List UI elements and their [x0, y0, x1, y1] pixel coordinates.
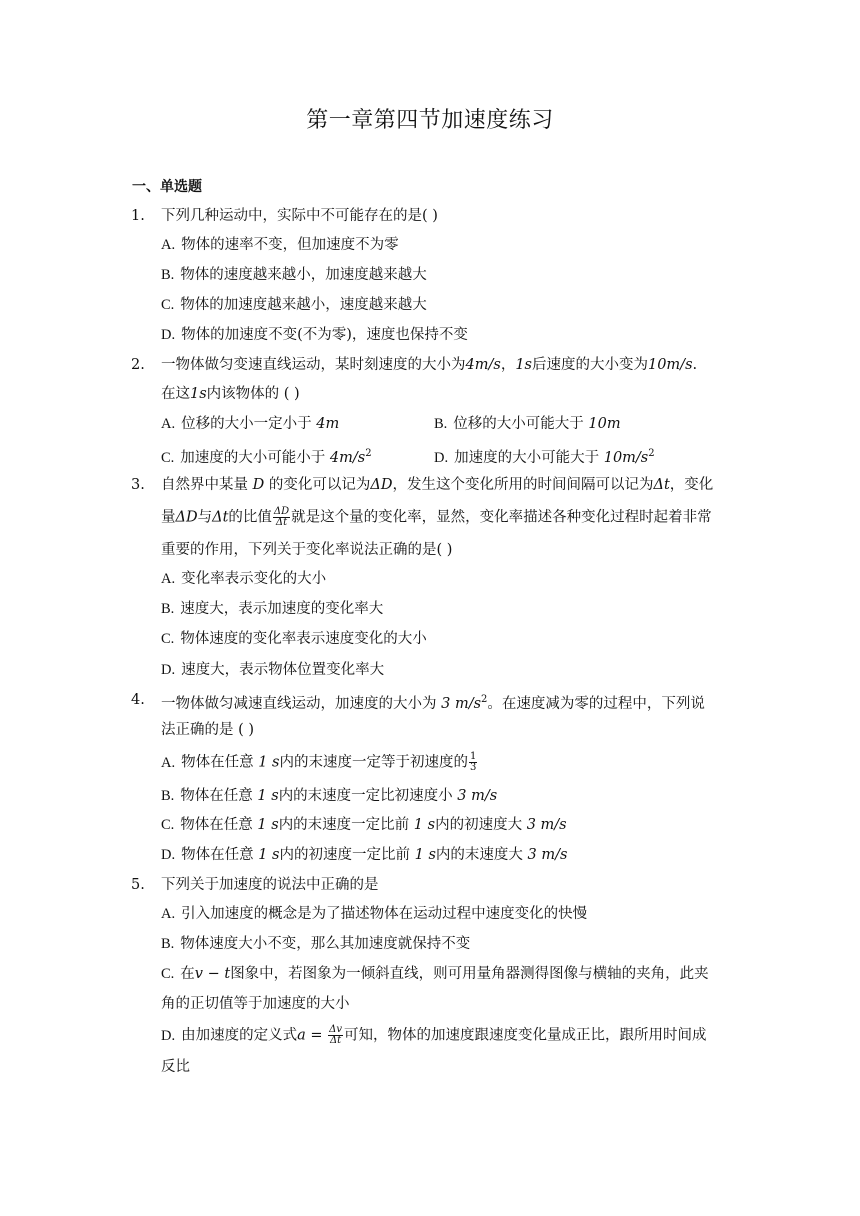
option-label: A. [161, 237, 176, 253]
option-d[interactable] [161, 845, 567, 865]
option-text: 内的初速度大 [435, 817, 523, 833]
option-b[interactable] [161, 934, 470, 954]
option-label: D. [161, 847, 176, 863]
option-text: 内的初速度一定比前 [279, 847, 410, 863]
option-text: 物体的速度越来越小，加速度越来越大 [180, 267, 427, 283]
option-c[interactable] [161, 629, 427, 649]
option-text: 变化率表示变化的大小 [181, 571, 327, 587]
option-label: B. [434, 416, 448, 432]
option-text: 物体在任意 [181, 847, 254, 863]
stem-text: ，发生这个变化所用的时间间隔可以记为 [392, 477, 654, 493]
option-text: 可知，物体的加速度跟速度变化量成正比，跟所用时间成 [344, 1027, 707, 1044]
option-text: 图象中，若图象为一倾斜直线，则可用量角器测得图像与横轴的夹角，此夹 [230, 966, 709, 982]
stem-text: 在这 [161, 386, 190, 402]
option-text: 内的末速度一定比初速度小 [278, 788, 453, 804]
option-label: D. [434, 449, 449, 466]
question-stem [161, 355, 697, 375]
question-stem: 下列关于加速度的说法中正确的是 [161, 877, 379, 893]
option-math: a = [297, 1027, 328, 1044]
option-label: B. [161, 601, 175, 617]
stem-text: 的比值 [228, 509, 272, 526]
option-a[interactable] [161, 414, 339, 434]
option-text: 由加速度的定义式 [181, 1027, 298, 1044]
option-b[interactable] [161, 599, 383, 619]
option-math: 4m/s [329, 449, 366, 466]
option-text: 物体的加速度越来越小，速度越来越大 [180, 297, 427, 313]
fraction [328, 1025, 343, 1046]
option-label: B. [161, 936, 175, 952]
question-stem [161, 475, 713, 495]
math-sup: 2 [481, 694, 488, 705]
option-label: C. [161, 449, 175, 466]
stem-text: 自然界中某量 [161, 477, 248, 493]
option-a[interactable] [161, 752, 478, 773]
option-math: v − t [194, 966, 231, 982]
math-speed: 10m/s [647, 357, 693, 373]
option-c[interactable] [161, 964, 709, 984]
stem-text: 量 [161, 509, 176, 526]
option-b[interactable] [161, 265, 427, 285]
option-text: 速度大，表示物体位置变化率大 [181, 662, 385, 678]
option-math: 4m [316, 416, 340, 432]
question-number: 5. [131, 877, 145, 893]
stem-text: 内该物体的 ( ) [206, 386, 300, 402]
stem-text: ，变化 [669, 477, 714, 493]
fraction-denominator: Δt [275, 517, 288, 528]
option-c[interactable] [161, 815, 567, 835]
math-var: Δt [212, 509, 229, 526]
option-c[interactable] [161, 295, 427, 315]
fraction-numerator: ΔD [273, 506, 290, 517]
option-a[interactable] [161, 569, 326, 589]
fraction-denominator: 3 [470, 762, 477, 773]
option-text: 内的末速度一定比前 [278, 817, 410, 833]
math-accel: 3 m/s [441, 695, 482, 712]
math-time: 1s [515, 357, 532, 373]
option-label: A. [161, 416, 176, 432]
option-text: 物体在任意 [181, 754, 254, 771]
math-time: 1s [190, 386, 207, 402]
option-text: 在 [180, 966, 195, 982]
option-math: 1 s [414, 847, 436, 863]
option-label: B. [161, 267, 175, 283]
fraction-numerator: 1 [470, 751, 477, 762]
option-c[interactable] [161, 444, 372, 468]
option-text: 位移的大小可能大于 [453, 416, 584, 432]
stem-text: ， [500, 357, 516, 373]
stem-text: 后速度的大小变为 [531, 357, 648, 373]
question-number: 3. [131, 477, 145, 493]
question-stem-line2 [161, 507, 712, 528]
math-var: D [252, 477, 265, 493]
option-label: C. [161, 631, 175, 647]
stem-text: 与 [197, 509, 213, 526]
question-stem-line2 [161, 384, 300, 404]
math-var: ΔD [175, 509, 198, 526]
option-text: 加速度的大小可能小于 [180, 449, 326, 466]
fraction-denominator: Δt [329, 1035, 342, 1046]
option-label: C. [161, 297, 175, 313]
option-text: 物体速度的变化率表示速度变化的大小 [180, 631, 427, 647]
option-d[interactable] [161, 660, 384, 680]
option-sup: 2 [365, 448, 372, 459]
option-text: 内的末速度大 [435, 847, 523, 863]
option-text: 位移的大小一定小于 [181, 416, 312, 432]
option-c-line2: 角的正切值等于加速度的大小 [161, 996, 350, 1012]
option-label: D. [161, 327, 176, 343]
option-math: 10m [588, 416, 621, 432]
option-math: 1 s [257, 817, 279, 833]
math-var: Δt [653, 477, 670, 493]
question-number: 2. [131, 357, 145, 373]
option-label: A. [161, 906, 176, 922]
fraction-numerator: Δv [329, 1024, 342, 1035]
option-d[interactable] [161, 1025, 707, 1046]
stem-text: 就是这个量的变化率，显然，变化率描述各种变化过程时起着非常 [291, 509, 712, 526]
option-math: 1 s [257, 788, 279, 804]
option-text: 物体的速率不变，但加速度不为零 [181, 237, 399, 253]
option-b[interactable] [161, 786, 497, 806]
question-stem [161, 690, 705, 714]
option-label: B. [161, 788, 175, 804]
option-b[interactable] [434, 414, 621, 434]
option-math: 10m/s [603, 449, 649, 466]
option-math: 1 s [258, 847, 280, 863]
section-header: 一、单选题 [132, 179, 202, 195]
option-text: 物体速度大小不变，那么其加速度就保持不变 [180, 936, 471, 952]
fraction [469, 752, 477, 773]
option-d-line2: 反比 [161, 1059, 190, 1075]
option-a[interactable] [161, 904, 587, 924]
option-label: C. [161, 817, 175, 833]
question-number: 4. [131, 692, 145, 708]
option-label: A. [161, 571, 176, 587]
question-stem: 下列几种运动中，实际中不可能存在的是( ) [161, 208, 438, 224]
stem-text: 的变化可以记为 [268, 477, 371, 493]
option-label: D. [161, 1027, 176, 1044]
math-speed: 4m/s [465, 357, 501, 373]
stem-text: . [692, 357, 698, 373]
option-text: 物体的加速度不变(不为零)，速度也保持不变 [181, 327, 468, 343]
option-text: 物体在任意 [180, 817, 253, 833]
option-text: 加速度的大小可能大于 [454, 449, 600, 466]
option-text: 物体在任意 [180, 788, 253, 804]
option-label: C. [161, 966, 175, 982]
option-text: 引入加速度的概念是为了描述物体在运动过程中速度变化的快慢 [181, 906, 588, 922]
option-math: 1 s [413, 817, 436, 833]
stem-text: 。在速度减为零的过程中，下列说 [487, 695, 705, 712]
question-stem-line2: 法正确的是 ( ) [161, 722, 255, 738]
option-d[interactable] [434, 444, 655, 468]
question-stem-line3: 重要的作用，下列关于变化率说法正确的是( ) [161, 542, 453, 558]
question-number: 1. [131, 208, 145, 224]
option-label: A. [161, 754, 176, 771]
page-title: 第一章第四节加速度练习 [306, 108, 554, 133]
math-var: ΔD [370, 477, 393, 493]
option-label: D. [161, 662, 176, 678]
option-math: 3 m/s [457, 788, 498, 804]
option-math: 3 m/s [527, 847, 568, 863]
option-a[interactable] [161, 235, 399, 255]
option-math: 3 m/s [526, 817, 567, 833]
stem-text: 一物体做匀减速直线运动，加速度的大小为 [161, 695, 437, 712]
option-d[interactable] [161, 325, 468, 345]
stem-text: 一物体做匀变速直线运动，某时刻速度的大小为 [161, 357, 466, 373]
option-text: 内的末速度一定等于初速度的 [279, 754, 468, 771]
option-math: 1 s [258, 754, 280, 771]
option-text: 速度大，表示加速度的变化率大 [180, 601, 384, 617]
option-sup: 2 [648, 448, 655, 459]
fraction [273, 507, 290, 528]
